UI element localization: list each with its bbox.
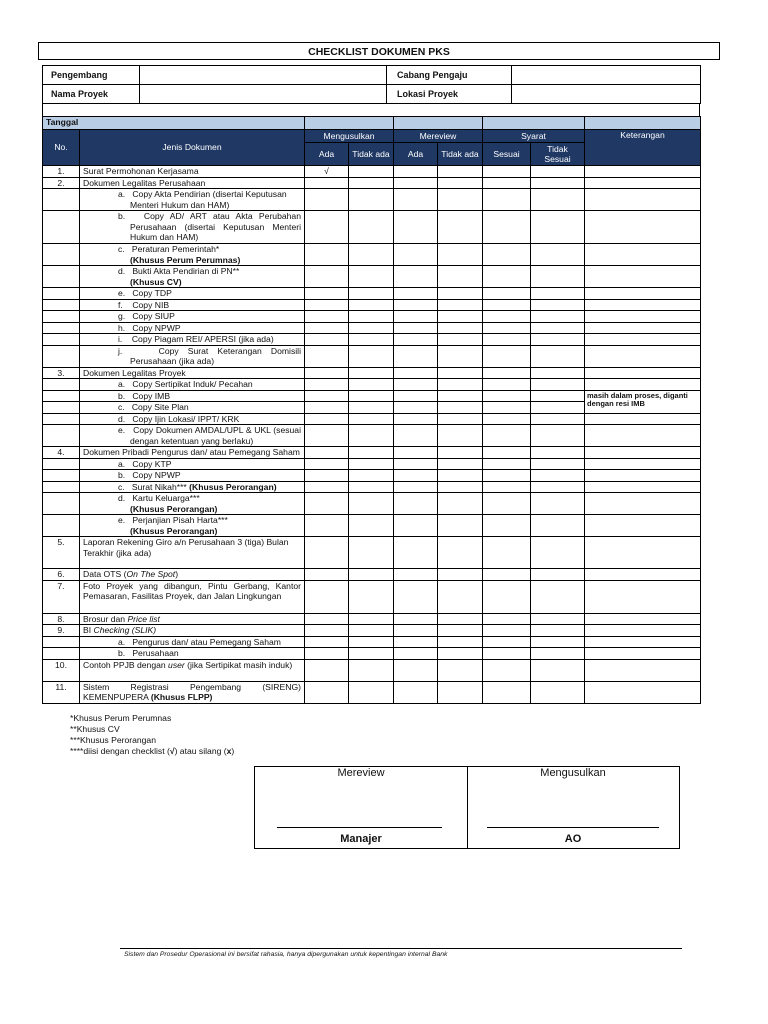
col-mereview: Mereview [394,130,483,143]
table-row: 10. Contoh PPJB dengan user (jika Sertipikat masih induk) [43,659,701,681]
col-tidak-ada: Tidak ada [438,143,483,166]
table-row: e. Perjanjian Pisah Harta*** (Khusus Perorangan) [43,515,701,537]
table-row: a. Copy Sertipikat Induk/ Pecahan [43,379,701,391]
table-row: d. Bukti Akta Pendirian di PN** (Khusus CV) [43,266,701,288]
table-row: 2. Dokumen Legalitas Perusahaan [43,177,701,189]
table-row: g. Copy SIUP [43,311,701,323]
col-jenis-dokumen: Jenis Dokumen [80,130,305,166]
table-row: h. Copy NPWP [43,322,701,334]
table-row: 4. Dokumen Pribadi Pengurus dan/ atau Pemegang Saham [43,447,701,459]
check-mark[interactable]: √ [305,166,349,178]
col-mengusulkan: Mengusulkan [305,130,394,143]
table-row: e. Copy Dokumen AMDAL/UPL & UKL (sesuai dengan ketentuan yang berlaku) [43,425,701,447]
table-row: j. Copy Surat Keterangan Domisili Perusahaan (jika ada) [43,345,701,367]
table-row: 7. Foto Proyek yang dibangun, Pintu Gerbang, Kantor Pemasaran, Fasilitas Proyek, dan Jalan Lingkungan [43,580,701,613]
signature-box [254,766,680,849]
lokasi-field[interactable] [512,85,701,104]
col-keterangan: Keterangan [585,130,701,166]
footer-confidential-text: Sistem dan Prosedur Operasional ini bersifat rahasia, hanya dipergunakan untuk kepentingan internal Bank [124,951,448,958]
table-row: b. Copy IMB masih dalam proses, diganti dengan resi IMB [43,390,701,402]
col-syarat: Syarat [483,130,585,143]
table-row: c. Peraturan Pemerintah* (Khusus Perum Perumnas) [43,244,701,266]
footnote: **Khusus CV [70,724,120,734]
table-row: 6. Data OTS (On The Spot) [43,569,701,581]
pengembang-field[interactable] [140,66,387,85]
tanggal-mereview[interactable] [394,117,483,130]
col-no: No. [43,130,80,166]
table-row: e. Copy TDP [43,288,701,300]
table-row: 11. Sistem Registrasi Pengembang (SIRENG) KEMENPUPERA (Khusus FLPP) [43,681,701,703]
footnote: ***Khusus Perorangan [70,735,156,745]
table-row: d. Copy Ijin Lokasi/ IPPT/ KRK [43,413,701,425]
signature-name: AO [564,833,582,845]
table-row: 8. Brosur dan Price list [43,613,701,625]
tanggal-mengusulkan[interactable] [305,117,394,130]
lokasi-label: Lokasi Proyek [387,85,512,104]
table-row: a. Pengurus dan/ atau Pemegang Saham [43,636,701,648]
signature-reviewer[interactable] [255,767,468,848]
spacer-row [42,103,700,116]
table-row: i. Copy Piagam REI/ APERSI (jika ada) [43,334,701,346]
table-row: c. Surat Nikah*** (Khusus Perorangan) [43,481,701,493]
nama-proyek-label: Nama Proyek [43,85,140,104]
table-row: 9. BI Checking (SLIK) [43,625,701,637]
col-tidak-ada: Tidak ada [349,143,394,166]
keterangan-note[interactable]: masih dalam proses, diganti dengan resi IMB [585,390,701,413]
col-ada: Ada [305,143,349,166]
cabang-field[interactable] [512,66,701,85]
col-sesuai: Sesuai [483,143,531,166]
table-row: d. Kartu Keluarga*** (Khusus Perorangan) [43,493,701,515]
tanggal-label: Tanggal [43,117,305,130]
table-row: f. Copy NIB [43,299,701,311]
table-row: b. Copy AD/ ART atau Akta Perubahan Perusahaan (disertai Keputusan Menteri Hukum dan HAM) [43,211,701,244]
table-row: a. Copy Akta Pendirian (disertai Keputusan Menteri Hukum dan HAM) [43,189,701,211]
page-title: CHECKLIST DOKUMEN PKS [38,42,720,60]
footnotes [70,713,234,757]
project-header-table [42,65,701,104]
col-tidak-sesuai: Tidak Sesuai [531,143,585,166]
signature-line [487,827,659,828]
document-checklist-table [42,116,701,704]
table-row: a. Copy KTP [43,458,701,470]
pengembang-label: Pengembang [43,66,140,85]
signature-proposer[interactable] [467,767,679,848]
tanggal-keterangan[interactable] [585,117,701,130]
col-ada: Ada [394,143,438,166]
signature-name: Manajer [340,833,382,845]
table-row: 3. Dokumen Legalitas Proyek [43,367,701,379]
table-row: c. Copy Site Plan [43,402,701,414]
tanggal-syarat[interactable] [483,117,585,130]
nama-proyek-field[interactable] [140,85,387,104]
table-row: b. Copy NPWP [43,470,701,482]
table-row: 1. Surat Permohonan Kerjasama √ [43,166,701,178]
table-row: 5. Laporan Rekening Giro a/n Perusahaan 3 (tiga) Bulan Terakhir (jika ada) [43,537,701,569]
signature-role: Mereview [337,767,385,779]
footnote: ****diisi dengan checklist (√) atau silang (x) [70,746,235,756]
signature-line [277,827,442,828]
signature-role: Mengusulkan [540,767,606,779]
cabang-label: Cabang Pengaju [387,66,512,85]
footnote: *Khusus Perum Perumnas [70,713,172,723]
table-row: b. Perusahaan [43,648,701,660]
footer-divider [120,948,682,949]
